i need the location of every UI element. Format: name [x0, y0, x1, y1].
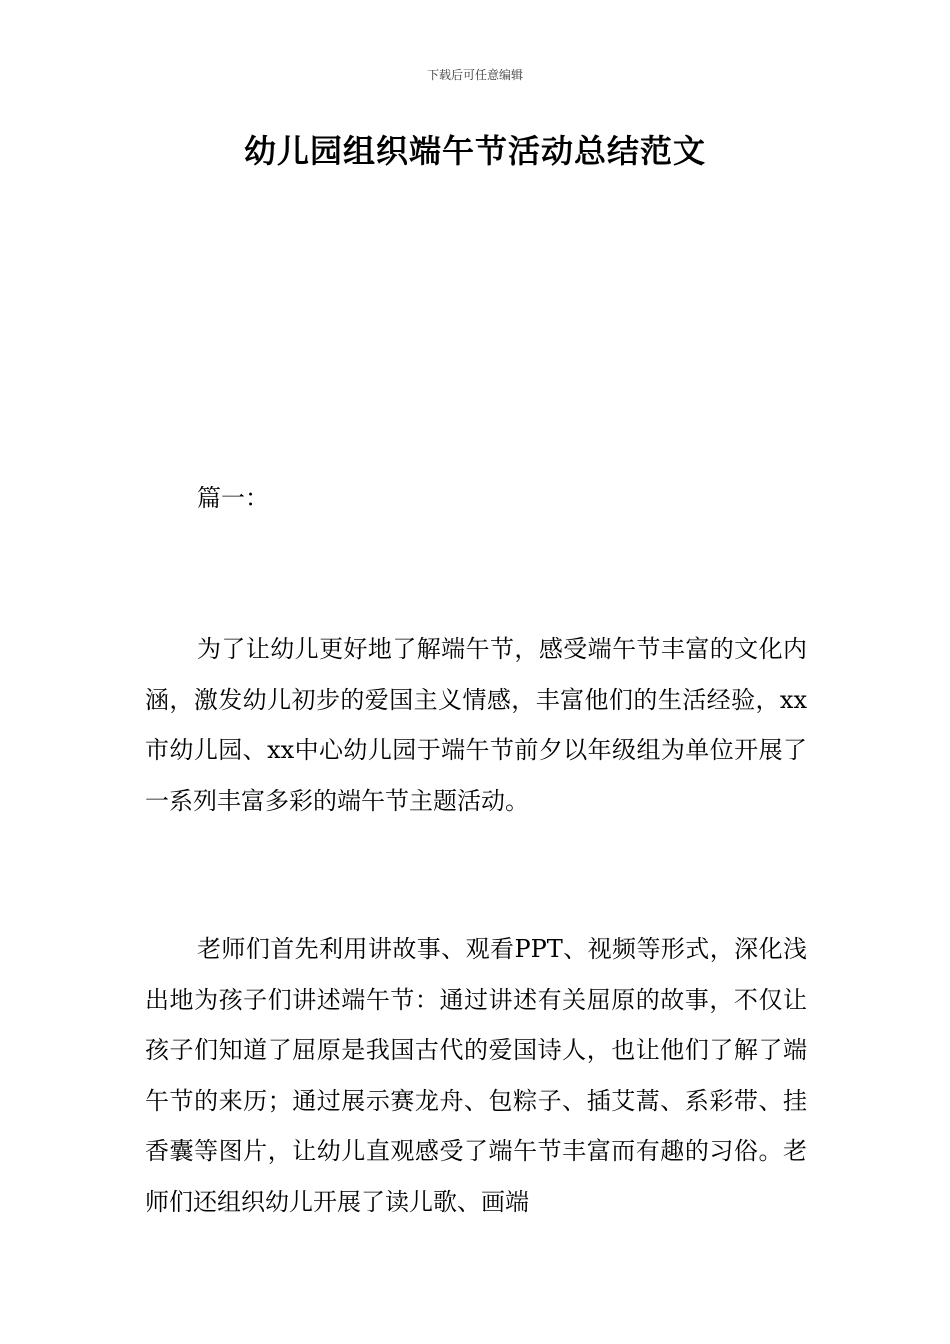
header-note: 下载后可任意编辑	[426, 68, 523, 82]
section-label: 篇一：	[197, 484, 269, 512]
paragraph-1: 为了让幼儿更好地了解端午节，感受端午节丰富的文化内涵，激发幼儿初步的爱国主义情感，丰富他们的生活经验，xx市幼儿园、xx中心幼儿园于端午节前夕以年级组为单位开展了一系列丰富多彩的端午节主题活动。	[145, 635, 807, 815]
paragraph-2: 老师们首先利用讲故事、观看PPT、视频等形式，深化浅出地为孩子们讲述端午节：通过讲述有关屈原的故事，不仅让孩子们知道了屈原是我国古代的爱国诗人，也让他们了解了端午节的来历；通过展示赛龙舟、包粽子、插艾蒿、系彩带、挂香囊等图片，让幼儿直观感受了端午节丰富而有趣的习俗。老师们还组织幼儿开展了读儿歌、画端	[145, 935, 807, 1216]
document-title: 幼儿园组织端午节活动总结范文	[243, 132, 706, 170]
